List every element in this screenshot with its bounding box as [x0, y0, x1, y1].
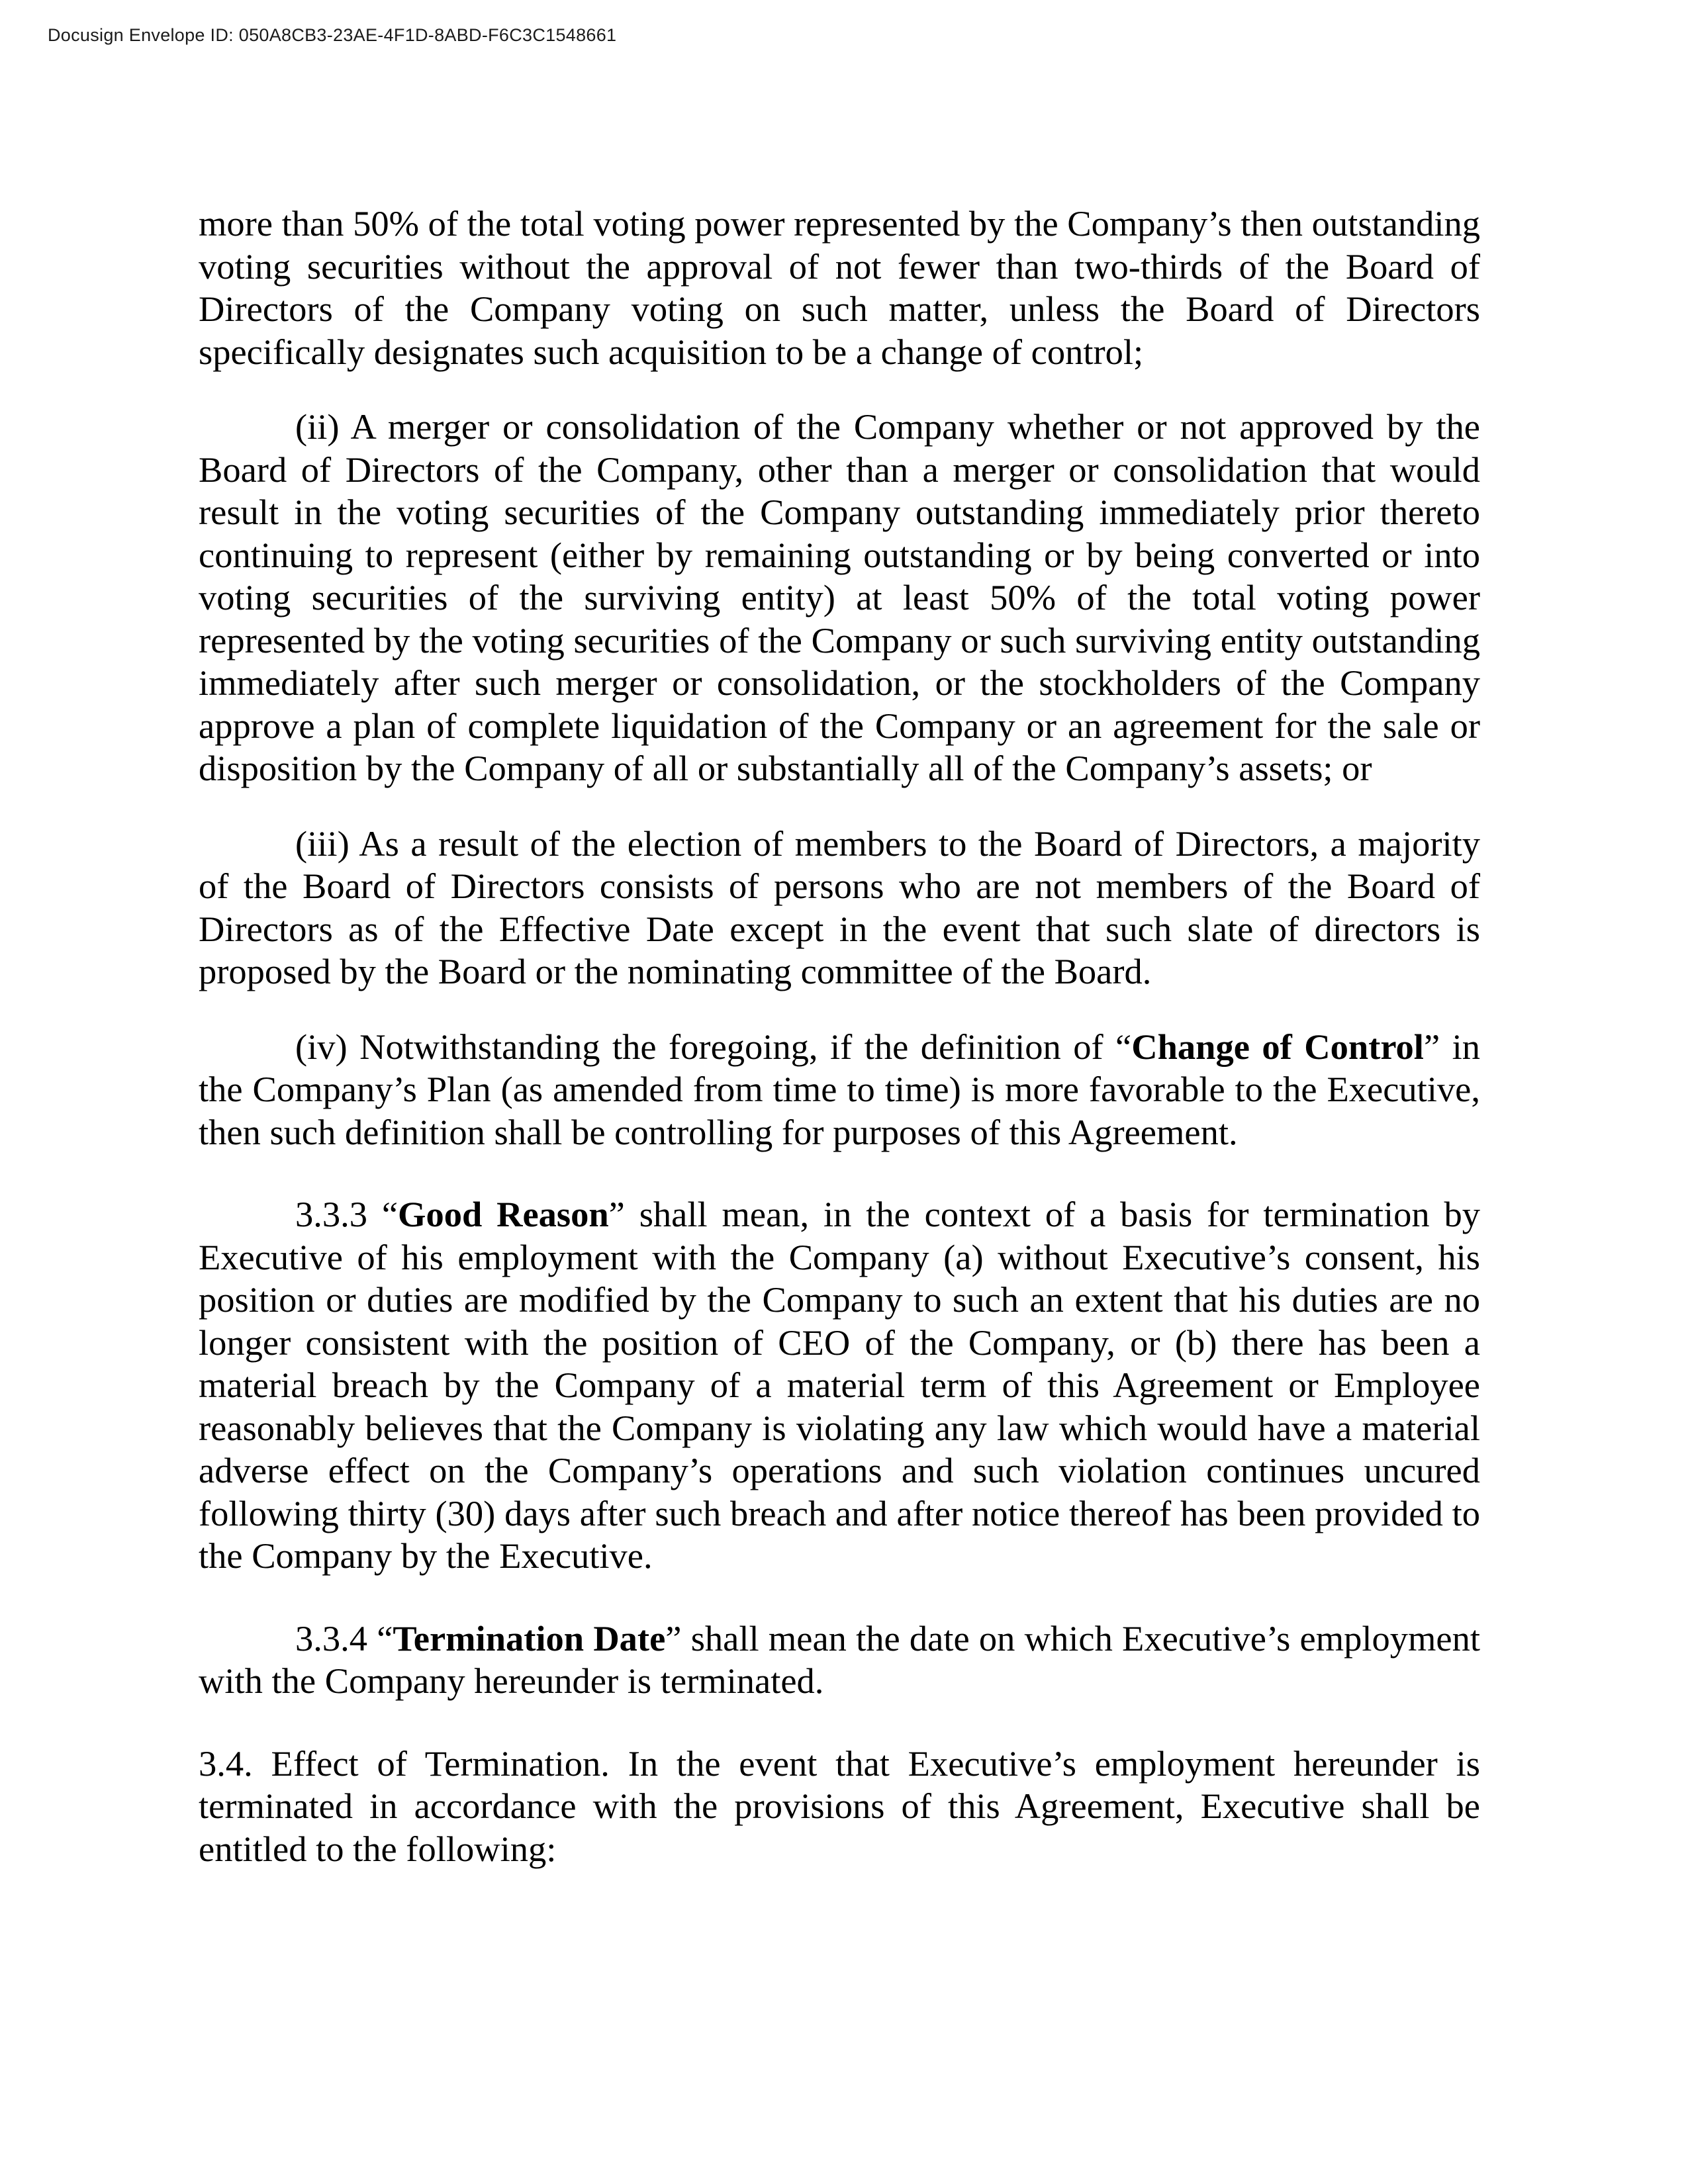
paragraph-termination-date-definition	[199, 1617, 1480, 1703]
docusign-envelope-id: Docusign Envelope ID: 050A8CB3-23AE-4F1D-8ABD-F6C3C1548661	[48, 25, 617, 45]
paragraph-change-of-control-clause-ii: (ii) A merger or consolidation of the Company whether or not approved by the Board of Directors of the Company, other than a merger or consolidation that would result in the voting securities of the Company outstanding immediately prior thereto continuing to represent (either by remaining outstanding or by being converted or into voting securities of the surviving entity) at least 50% of the total voting power represented by the voting securities of the Company or such surviving entity outstanding immediately after such merger or consolidation, or the stockholders of the Company approve a plan of complete liquidation of the Company or an agreement for the sale or disposition by the Company of all or substantially all of the Company’s assets; or	[199, 406, 1480, 788]
section-3-3-3-number: 3.3.3 “	[295, 1194, 399, 1234]
section-3-3-4-number: 3.3.4 “	[295, 1617, 393, 1659]
paragraph-good-reason-definition	[199, 1193, 1480, 1578]
document-body	[199, 203, 1480, 1870]
good-reason-body-text: ” shall mean, in the context of a basis for termination by Executive of his employment with the Company (a) without Executive’s consent, his position or duties are modified by the Company to such an extent that his duties are no longer consistent with the position of CEO of the Company, or (b) there has been a material breach by the Company of a material term of this Agreement or Employee reasonably believes that the Company is violating any law which would have a material adverse effect on the Company’s operations and such violation continues uncured following thirty (30) days after such breach and after notice thereof has been provided to the Company by the Executive.	[199, 1194, 1480, 1576]
defined-term-termination-date: Termination Date	[393, 1617, 666, 1659]
paragraph-change-of-control-clause-i-continued: more than 50% of the total voting power represented by the Company’s then outstanding voting securities without the approval of not fewer than two-thirds of the Board of Directors of the Company voting on such matter, unless the Board of Directors specifically designates such acquisition to be a change of control;	[199, 203, 1480, 372]
paragraph-effect-of-termination: 3.4. Effect of Termination. In the event that Executive’s employment hereunder is terminated in accordance with the provisions of this Agreement, Executive shall be entitled to the following:	[199, 1743, 1480, 1869]
termination-date-body-text: ” shall mean the date on which Executive’s employment with the Company hereunder is terminated.	[199, 1617, 1480, 1701]
paragraph-change-of-control-clause-iv	[199, 1026, 1480, 1154]
clause-iv-body-text: ” in the Company’s Plan (as amended from time to time) is more favorable to the Executive, then such definition shall be controlling for purposes of this Agreement.	[199, 1026, 1481, 1152]
paragraph-change-of-control-clause-iii: (iii) As a result of the election of members to the Board of Directors, a majority of the Board of Directors consists of persons who are not members of the Board of Directors as of the Effective Date except in the event that such slate of directors is proposed by the Board or the nominating committee of the Board.	[199, 823, 1480, 991]
clause-iv-lead-text: (iv) Notwithstanding the foregoing, if the definition of “	[295, 1026, 1132, 1067]
defined-term-change-of-control: Change of Control	[1131, 1026, 1424, 1067]
defined-term-good-reason: Good Reason	[398, 1194, 609, 1234]
